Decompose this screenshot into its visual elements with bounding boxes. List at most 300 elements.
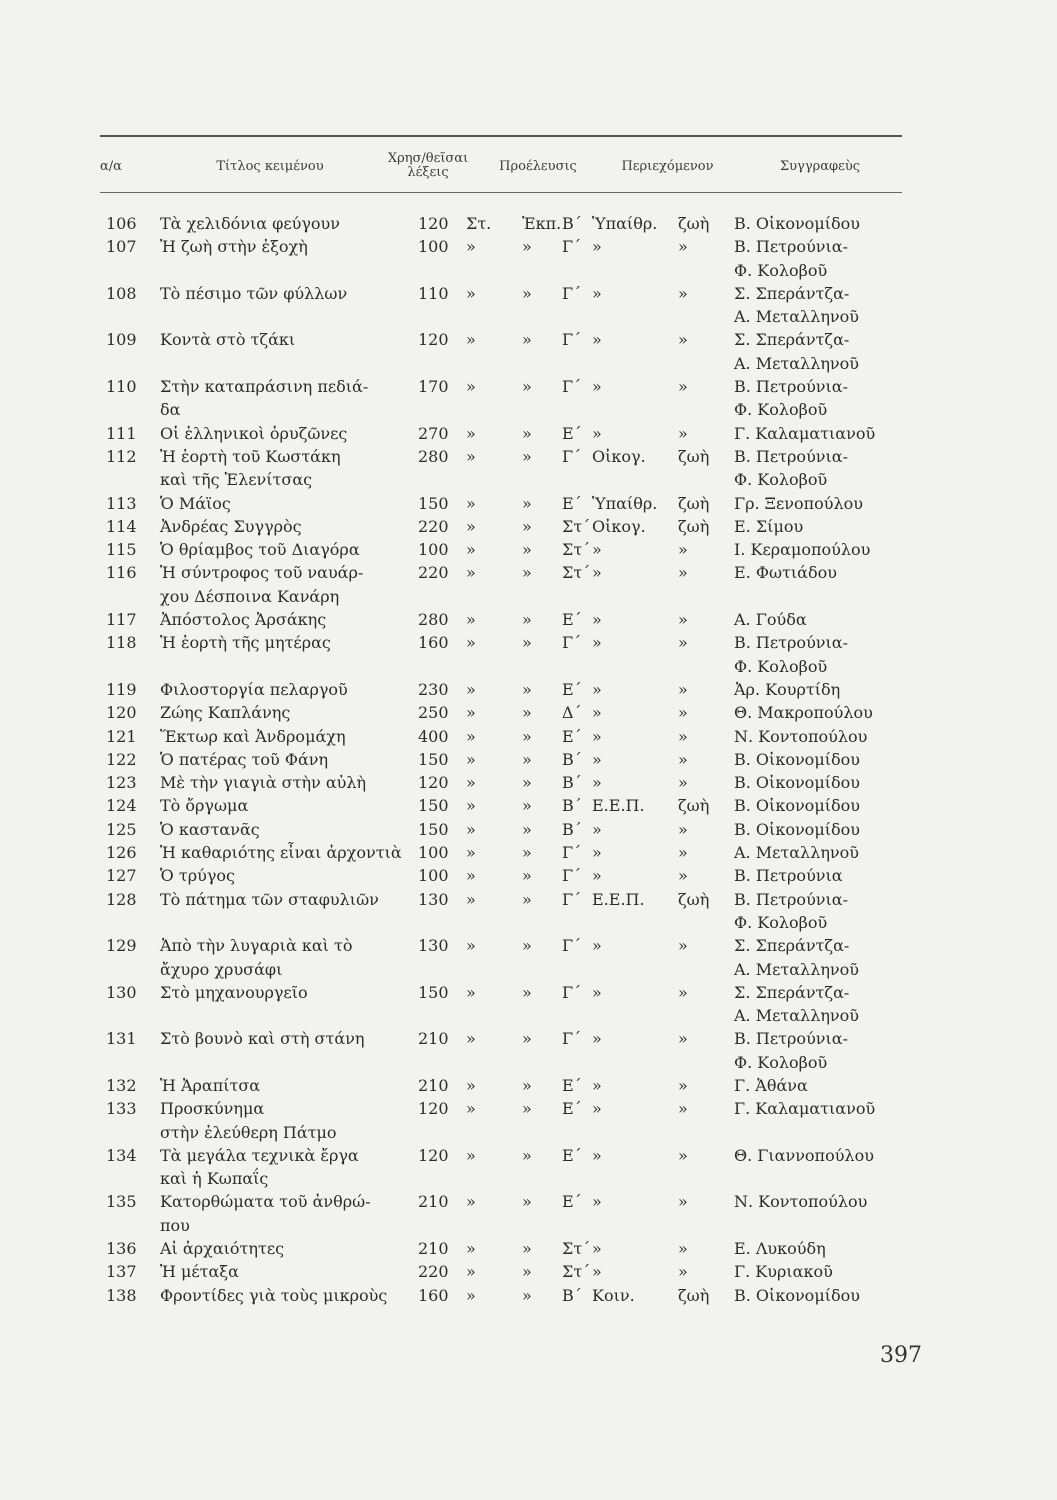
row-content-1: » [592,1192,602,1212]
row-origin-2: » [522,1075,532,1095]
row-content-2: ζωὴ [678,446,710,466]
row-origin-1: » [466,936,476,956]
row-content-1: » [592,633,602,653]
row-origin-1: Στ. [466,214,492,233]
table-row [0,608,1057,631]
row-author: Γ. Καλαματιανοῦ [734,423,876,443]
header-origin: Προέλευσις [499,158,577,174]
row-title: Ἡ μέταξα [160,1262,239,1282]
row-author: Θ. Γιαννοπούλου [734,1145,874,1165]
row-content-2: » [678,1099,688,1119]
row-origin-2: » [522,1285,532,1305]
row-author: Β. Οἰκονομίδου [734,1285,860,1305]
row-number: 115 [106,540,137,560]
row-content-2: » [678,330,688,350]
row-word-count: 130 [418,889,449,909]
row-origin-1: » [466,843,476,863]
row-number: 127 [106,866,137,886]
row-content-1: » [592,330,602,350]
row-origin-1: » [466,679,476,699]
row-number: 130 [106,982,137,1002]
row-origin-2: » [522,1099,532,1119]
row-word-count: 160 [418,633,449,653]
row-origin-2: » [522,1029,532,1049]
page-number: 397 [880,1343,922,1368]
table-row [0,841,1057,864]
row-title: Ζώης Καπλάνης [160,703,291,723]
row-title: Ἡ ἑορτὴ τοῦ Κωστάκη [160,446,341,466]
header-words-line1: Χρησ/θεῖσαι [387,151,469,166]
row-word-count: 210 [418,1192,449,1212]
table-row [0,235,1057,282]
table-row [0,934,1057,981]
row-grade: Β΄ [562,796,582,816]
row-content-2: » [678,679,688,699]
row-title: Φιλοστοργία πελαργοῦ [160,679,348,699]
row-title: Ἡ ἑορτὴ τῆς μητέρας [160,633,331,653]
row-content-2: » [678,563,688,583]
row-author: Σ. Σπεράντζα- [734,982,850,1002]
row-number: 126 [106,843,137,863]
row-content-2: » [678,819,688,839]
row-origin-2: » [522,749,532,769]
row-word-count: 150 [418,982,449,1002]
row-content-1: » [592,843,602,863]
row-word-count: 100 [418,540,449,560]
row-number: 134 [106,1145,137,1165]
table-row [0,888,1057,935]
table-row [0,748,1057,771]
row-title-continued: που [160,1215,190,1235]
row-title-continued: στὴν ἐλεύθερη Πάτμο [160,1122,337,1142]
row-content-2: ζωὴ [678,1285,710,1305]
row-author-continued: Α. Μεταλληνοῦ [734,353,860,373]
row-author: Σ. Σπεράντζα- [734,283,850,303]
row-origin-2: » [522,866,532,886]
row-grade: Γ΄ [562,866,582,886]
row-title: Τὰ μεγάλα τεχνικὰ ἔργα [160,1145,359,1165]
row-content-2: ζωὴ [678,516,710,536]
table-row [0,631,1057,678]
row-author: Ε. Σίμου [734,516,804,536]
row-origin-1: » [466,982,476,1002]
row-author: Ε. Φωτιάδου [734,563,837,583]
table-row [0,678,1057,701]
header-words-line2: λέξεις [407,165,449,180]
row-origin-2: » [522,237,532,257]
row-number: 111 [106,423,137,443]
row-author: Β. Πετρούνια- [734,446,848,466]
row-title: Ἡ Ἀραπίτσα [160,1075,261,1095]
row-title: Κατορθώματα τοῦ ἀνθρώ- [160,1192,371,1212]
row-origin-2: » [522,516,532,536]
row-word-count: 110 [418,283,449,303]
row-origin-2: » [522,819,532,839]
table-row [0,1027,1057,1074]
row-word-count: 220 [418,516,449,536]
row-author: Σ. Σπεράντζα- [734,936,850,956]
row-number: 113 [106,493,137,513]
row-title-continued: ἄχυρο χρυσάφι [160,959,283,979]
table-row [0,818,1057,841]
row-author-continued: Φ. Κολοβοῦ [734,1052,828,1072]
row-number: 138 [106,1285,137,1305]
row-number: 135 [106,1192,137,1212]
row-origin-2: » [522,889,532,909]
row-content-1: Οἰκογ. [592,446,646,466]
row-content-2: » [678,843,688,863]
row-content-2: » [678,237,688,257]
row-origin-1: » [466,237,476,257]
row-author-continued: Φ. Κολοβοῦ [734,656,828,676]
row-content-1: » [592,866,602,886]
row-origin-2: » [522,773,532,793]
row-number: 132 [106,1075,137,1095]
row-number: 123 [106,773,137,793]
table-row [0,1144,1057,1191]
row-number: 136 [106,1239,137,1259]
row-word-count: 120 [418,773,449,793]
row-title: Ὁ πατέρας τοῦ Φάνη [160,749,329,769]
row-grade: Στ΄ [562,563,591,583]
row-number: 114 [106,516,137,536]
row-content-1: » [592,377,602,397]
row-origin-2: » [522,703,532,723]
row-content-1: » [592,679,602,699]
row-content-2: » [678,1075,688,1095]
row-author: Ε. Λυκούδη [734,1239,826,1259]
row-origin-1: » [466,283,476,303]
row-grade: Ε΄ [562,1145,582,1165]
row-author-continued: Φ. Κολοβοῦ [734,260,828,280]
row-grade: Ε΄ [562,610,582,630]
row-origin-2: » [522,1192,532,1212]
row-origin-1: » [466,633,476,653]
row-grade: Στ΄ [562,516,591,536]
row-author: Γ. Κυριακοῦ [734,1262,833,1282]
row-content-1: Κοιν. [592,1285,635,1305]
row-title: Ἀπόστολος Ἀρσάκης [160,610,327,630]
row-grade: Γ΄ [562,843,582,863]
row-number: 109 [106,330,137,350]
row-content-1: » [592,936,602,956]
row-content-1: » [592,726,602,746]
row-origin-2: » [522,1145,532,1165]
row-title: Μὲ τὴν γιαγιὰ στὴν αὐλὴ [160,773,367,793]
row-grade: Β΄ [562,749,582,769]
row-origin-1: » [466,330,476,350]
row-origin-1: » [466,796,476,816]
row-content-1: » [592,563,602,583]
row-content-2: ζωὴ [678,214,710,233]
row-content-1: » [592,237,602,257]
row-content-2: » [678,1239,688,1259]
row-author: Γρ. Ξενοπούλου [734,493,863,513]
row-content-2: » [678,283,688,303]
table-row [0,1237,1057,1260]
row-content-2: » [678,749,688,769]
table-row [0,515,1057,538]
row-grade: Γ΄ [562,283,582,303]
row-author: Ν. Κοντοπούλου [734,1192,868,1212]
row-number: 108 [106,283,137,303]
row-number: 128 [106,889,137,909]
row-origin-2: » [522,726,532,746]
row-word-count: 220 [418,563,449,583]
row-word-count: 100 [418,237,449,257]
table-row [0,1284,1057,1307]
row-number: 129 [106,936,137,956]
row-origin-2: » [522,843,532,863]
row-word-count: 130 [418,936,449,956]
table-body [0,212,1057,1307]
row-content-1: » [592,819,602,839]
row-grade: Ε΄ [562,726,582,746]
row-origin-1: » [466,1145,476,1165]
row-content-2: ζωὴ [678,889,710,909]
row-author: Β. Πετρούνια- [734,633,848,653]
row-content-1: Ὑπαίθρ. [592,493,658,513]
row-origin-1: » [466,1075,476,1095]
row-origin-2: » [522,330,532,350]
row-word-count: 170 [418,377,449,397]
row-number: 107 [106,237,137,257]
row-title: Ὁ θρίαμβος τοῦ Διαγόρα [160,540,360,560]
row-grade: Ε΄ [562,1192,582,1212]
row-origin-1: » [466,493,476,513]
row-word-count: 280 [418,446,449,466]
table-row [0,375,1057,422]
row-word-count: 150 [418,796,449,816]
row-content-1: » [592,1029,602,1049]
row-author: Ι. Κεραμοπούλου [734,540,871,560]
row-author: Α. Γούδα [734,610,807,630]
row-origin-1: » [466,377,476,397]
row-number: 120 [106,703,137,723]
row-content-2: » [678,726,688,746]
row-origin-2: » [522,1239,532,1259]
row-grade: Β΄ [562,214,582,233]
row-origin-1: » [466,819,476,839]
row-origin-1: » [466,703,476,723]
row-title-continued: χου Δέσποινα Κανάρη [160,586,340,606]
row-origin-2: » [522,446,532,466]
row-title: Ὁ καστανᾶς [160,819,260,839]
row-number: 125 [106,819,137,839]
row-content-1: Οἰκογ. [592,516,646,536]
row-content-2: » [678,982,688,1002]
row-grade: Γ΄ [562,377,582,397]
row-grade: Γ΄ [562,1029,582,1049]
row-origin-1: » [466,610,476,630]
row-title: Αἱ ἀρχαιότητες [160,1239,285,1259]
row-word-count: 150 [418,819,449,839]
row-grade: Στ΄ [562,1239,591,1259]
table-row [0,282,1057,329]
row-content-1: » [592,773,602,793]
row-content-1: » [592,703,602,723]
row-origin-2: » [522,610,532,630]
row-title: Ὁ Μάϊος [160,493,231,513]
row-author: Β. Πετρούνια [734,866,843,886]
row-author-continued: Α. Μεταλληνοῦ [734,1006,860,1026]
header-index: α/α [100,158,122,174]
row-origin-1: » [466,1099,476,1119]
table-row [0,445,1057,492]
row-origin-1: » [466,889,476,909]
row-grade: Ε΄ [562,493,582,513]
row-word-count: 230 [418,679,449,699]
table-row [0,981,1057,1028]
row-content-1: Ε.Ε.Π. [592,796,645,816]
table-row [0,328,1057,375]
row-title: Οἱ ἑλληνικοὶ ὀρυζῶνες [160,423,348,443]
row-origin-2: » [522,377,532,397]
row-word-count: 250 [418,703,449,723]
row-word-count: 100 [418,866,449,886]
table-row [0,561,1057,608]
row-number: 133 [106,1099,137,1119]
row-word-count: 400 [418,726,449,746]
row-author: Β. Οἰκονομίδου [734,796,860,816]
row-origin-1: » [466,516,476,536]
table-row [0,492,1057,515]
row-content-1: » [592,1145,602,1165]
row-origin-2: » [522,540,532,560]
row-title: Ἀνδρέας Συγγρὸς [160,516,302,536]
row-author: Β. Πετρούνια- [734,237,848,257]
row-title: Ἀπὸ τὴν λυγαριὰ καὶ τὸ [160,936,353,956]
row-number: 117 [106,610,137,630]
row-word-count: 270 [418,423,449,443]
row-author-continued: Α. Μεταλληνοῦ [734,959,860,979]
row-author-continued: Α. Μεταλληνοῦ [734,307,860,327]
row-content-2: » [678,610,688,630]
row-word-count: 120 [418,1099,449,1119]
row-origin-1: » [466,866,476,886]
row-author-continued: Φ. Κολοβοῦ [734,912,828,932]
row-content-2: » [678,1262,688,1282]
table-row [0,701,1057,724]
row-title: Ἡ σύντροφος τοῦ ναυάρ- [160,563,364,583]
row-content-1: » [592,982,602,1002]
row-content-2: » [678,1029,688,1049]
row-grade: Β΄ [562,819,582,839]
row-author: Α. Μεταλληνοῦ [734,843,860,863]
row-number: 118 [106,633,137,653]
row-content-2: » [678,633,688,653]
row-title: Τὸ πέσιμο τῶν φύλλων [160,283,348,303]
row-author-continued: Φ. Κολοβοῦ [734,400,828,420]
row-content-1: » [592,283,602,303]
row-title: Ὁ τρύγος [160,866,235,886]
row-origin-1: » [466,446,476,466]
header-rule [100,192,902,193]
table-row [0,725,1057,748]
table-row [0,1190,1057,1237]
row-grade: Ε΄ [562,1075,582,1095]
row-word-count: 220 [418,1262,449,1282]
table-row [0,1074,1057,1097]
row-grade: Γ΄ [562,446,582,466]
row-origin-2: » [522,679,532,699]
table-row [0,212,1057,235]
row-grade: Γ΄ [562,633,582,653]
row-word-count: 280 [418,610,449,630]
row-author: Β. Οἰκονομίδου [734,773,860,793]
row-content-2: » [678,1145,688,1165]
row-author: Β. Πετρούνια- [734,1029,848,1049]
row-title: Ἕκτωρ καὶ Ἀνδρομάχη [160,726,346,746]
row-origin-2: » [522,563,532,583]
table-row [0,1097,1057,1144]
header-title: Τίτλος κειμένου [216,158,324,174]
row-origin-1: » [466,749,476,769]
row-word-count: 120 [418,1145,449,1165]
row-word-count: 150 [418,749,449,769]
row-origin-1: » [466,540,476,560]
row-content-1: » [592,423,602,443]
row-author: Ἀρ. Κουρτίδη [734,679,841,699]
row-content-2: » [678,1192,688,1212]
row-grade: Στ΄ [562,540,591,560]
row-grade: Ε΄ [562,679,582,699]
row-author: Β. Πετρούνια- [734,377,848,397]
row-grade: Δ΄ [562,703,582,723]
row-origin-1: » [466,1262,476,1282]
row-grade: Γ΄ [562,330,582,350]
row-origin-2: » [522,1262,532,1282]
row-content-2: » [678,703,688,723]
row-title: Στὸ μηχανουργεῖο [160,982,308,1002]
row-grade: Β΄ [562,773,582,793]
row-origin-1: » [466,726,476,746]
row-title: Τὰ χελιδόνια φεύγουν [160,214,340,233]
row-origin-1: » [466,773,476,793]
row-grade: Γ΄ [562,237,582,257]
row-content-1: Ὑπαίθρ. [592,214,658,233]
row-title-continued: καὶ ἡ Κωπαΐς [160,1169,269,1189]
row-number: 137 [106,1262,137,1282]
row-number: 124 [106,796,137,816]
header-content: Περιεχόμενον [621,158,714,174]
row-content-1: » [592,749,602,769]
row-origin-1: » [466,563,476,583]
row-word-count: 150 [418,493,449,513]
row-title: Ἡ ζωὴ στὴν ἐξοχὴ [160,237,308,257]
row-origin-1: » [466,1239,476,1259]
header-words [378,146,478,186]
row-number: 106 [106,214,137,233]
row-content-2: ζωὴ [678,493,710,513]
table-row [0,538,1057,561]
row-title: Στὸ βουνὸ καὶ στὴ στάνη [160,1029,365,1049]
row-content-2: » [678,423,688,443]
row-word-count: 210 [418,1075,449,1095]
top-rule [100,135,902,137]
row-content-1: » [592,610,602,630]
row-author: Β. Οἰκονομίδου [734,819,860,839]
row-origin-2: » [522,796,532,816]
table-row [0,864,1057,887]
row-content-2: » [678,936,688,956]
row-content-1: » [592,1239,602,1259]
row-word-count: 120 [418,330,449,350]
row-title: Ἡ καθαριότης εἶναι ἀρχοντιὰ [160,843,402,863]
row-origin-1: » [466,423,476,443]
row-author-continued: Φ. Κολοβοῦ [734,470,828,490]
row-origin-2: Ἐκπ. [522,214,562,233]
